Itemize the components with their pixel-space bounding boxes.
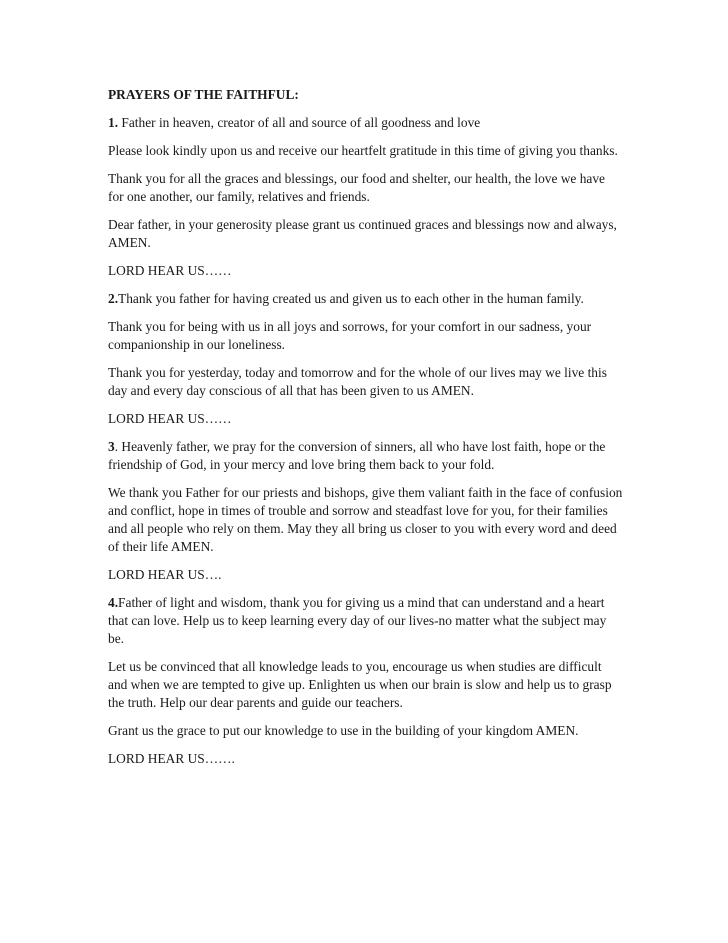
prayer-response: LORD HEAR US…… — [108, 411, 232, 426]
prayer-lead-text: Father in heaven, creator of all and source of all goodness and love — [118, 115, 481, 130]
prayer-paragraph: Thank you for being with us in all joys and sorrows, for your comfort in our sadness, your companionship in our loneliness. — [108, 319, 592, 352]
prayer-number: 3 — [108, 439, 115, 454]
prayer-lead — [108, 114, 623, 132]
prayer-number: 1. — [108, 115, 119, 130]
document-title: PRAYERS OF THE FAITHFUL: — [108, 87, 299, 102]
prayer-lead — [108, 290, 623, 308]
prayer-lead — [108, 594, 623, 648]
prayer-lead — [108, 438, 623, 474]
prayer-section-2 — [108, 290, 623, 428]
prayer-paragraph: Let us be convinced that all knowledge leads to you, encourage us when studies are difficult and when we are tempted to give up. Enlighten us when our brain is slow and help us to grasp the truth. Help our dear parents and guide our teachers. — [108, 659, 612, 710]
prayer-section-1 — [108, 114, 623, 280]
prayer-number: 4. — [108, 595, 119, 610]
prayer-response: LORD HEAR US…. — [108, 567, 222, 582]
prayer-paragraph: Grant us the grace to put our knowledge to use in the building of your kingdom AMEN. — [108, 723, 579, 738]
prayer-paragraph: We thank you Father for our priests and bishops, give them valiant faith in the face of confusion and conflict, hope in times of trouble and sorrow and steadfast love for you, for their families and all people who rely on them. May they all bring us closer to you with every word and deed of their life AMEN. — [108, 485, 623, 554]
prayer-response: LORD HEAR US…… — [108, 263, 232, 278]
prayer-lead-text: Father of light and wisdom, thank you for giving us a mind that can understand and a heart that can love. Help us to keep learning every day of our lives-no matter what the subject may be. — [108, 595, 607, 646]
prayer-lead-text: Thank you father for having created us and given us to each other in the human family. — [118, 291, 584, 306]
prayer-number: 2. — [108, 291, 119, 306]
prayer-paragraph: Thank you for yesterday, today and tomorrow and for the whole of our lives may we live this day and every day conscious of all that has been given to us AMEN. — [108, 365, 607, 398]
prayer-section-4 — [108, 594, 623, 768]
prayer-lead-text: . Heavenly father, we pray for the conversion of sinners, all who have lost faith, hope or the friendship of God, in your mercy and love bring them back to your fold. — [108, 439, 606, 472]
prayer-response: LORD HEAR US……. — [108, 751, 235, 766]
document-page — [108, 86, 623, 778]
prayer-paragraph: Thank you for all the graces and blessings, our food and shelter, our health, the love we have for one another, our family, relatives and friends. — [108, 171, 605, 204]
prayer-paragraph: Dear father, in your generosity please grant us continued graces and blessings now and always, AMEN. — [108, 217, 617, 250]
prayer-section-3 — [108, 438, 623, 584]
prayer-paragraph: Please look kindly upon us and receive our heartfelt gratitude in this time of giving you thanks. — [108, 143, 618, 158]
